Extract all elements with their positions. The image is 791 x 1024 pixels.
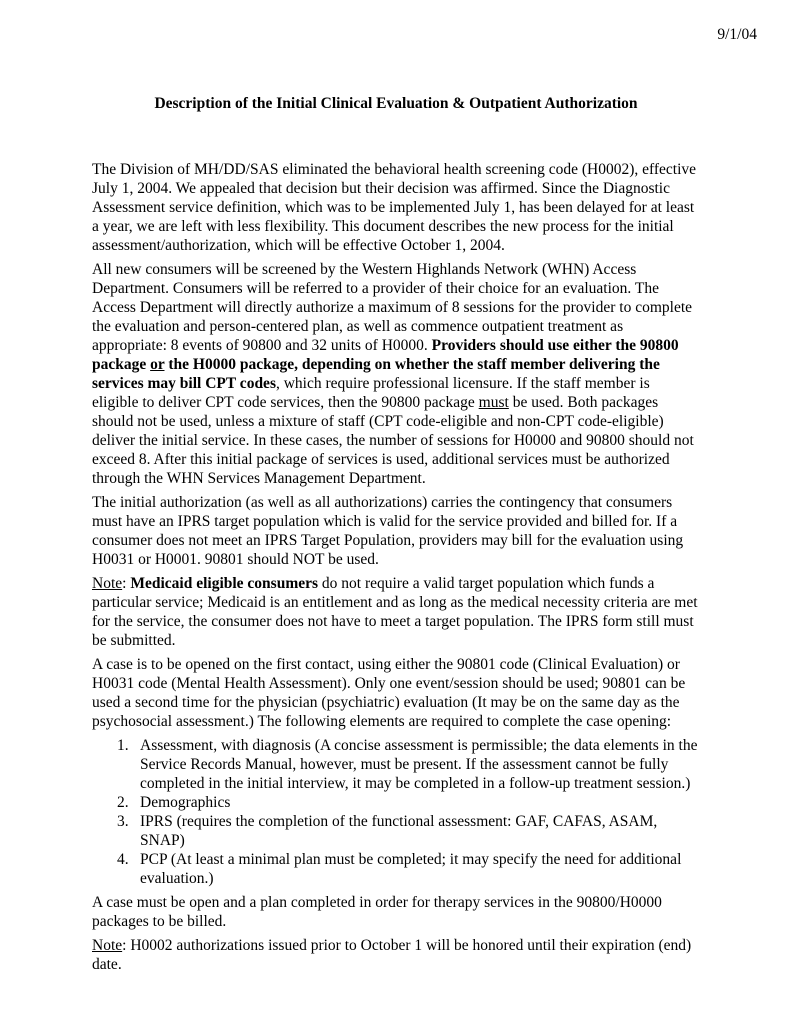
authorization-process-paragraph — [92, 260, 700, 488]
text-run: : — [122, 575, 131, 592]
document-body — [92, 160, 700, 974]
text-run: must — [478, 394, 509, 411]
text-run: : H0002 authorizations issued prior to October 1 will be honored until their expiration (end) date. — [92, 937, 692, 973]
text-run: Medicaid eligible consumers — [130, 575, 319, 592]
text-run: A case must be open and a plan completed in order for therapy services in the 90800/H0000 packages to be billed. — [92, 894, 662, 930]
document-title: Description of the Initial Clinical Evaluation & Outpatient Authorization — [154, 95, 638, 112]
text-run: IPRS (requires the completion of the functional assessment: GAF, CAFAS, ASAM, SNAP) — [140, 813, 658, 849]
text-run: A case is to be opened on the first contact, using either the 90801 code (Clinical Evaluation) or H0031 code (Mental Health Assessment). Only one event/session should be used; 90801 can be used a second time for the physician (psychiatric) evaluation (It may be on the same day as the psychosocial assessment.) The following elements are required to complete the case opening: — [92, 656, 686, 730]
text-run: The Division of MH/DD/SAS eliminated the behavioral health screening code (H0002), effective July 1, 2004. We appealed that decision but their decision was affirmed. Since the Diagnostic Assessment service definition, which was to be implemented July 1, has been delayed for at least a year, we are left with less flexibility. This document describes the new process for the initial assessment/authorization, which will be effective October 1, 2004. — [92, 161, 697, 254]
intro-paragraph — [92, 160, 700, 255]
medicaid-note-paragraph — [92, 574, 700, 650]
text-run: Demographics — [140, 794, 231, 811]
text-run: The initial authorization (as well as all authorizations) carries the contingency that consumers must have an IPRS target population which is valid for the service provided and billed for. If a consumer does not meet an IPRS Target Population, providers may bill for the evaluation using H0031 or H0001. 90801 should NOT be used. — [92, 494, 684, 568]
list-item — [140, 793, 700, 812]
text-run: All new consumers will be screened by the Western Highlands Network (WHN) Access Department. Consumers will be referred to a provider of their choice for an evaluation. The Access Department will directly authorize a maximum of 8 sessions for the provider to complete the evaluation and person-centered plan, as well as commence outpatient treatment as appropriate: 8 events of 90800 and 32 units of H0000. — [92, 261, 693, 354]
h0002-note-paragraph — [92, 936, 700, 974]
list-item — [140, 812, 700, 850]
billing-requirement-paragraph — [92, 893, 700, 931]
iprs-contingency-paragraph — [92, 493, 700, 569]
text-run: Note — [92, 937, 123, 954]
text-run: Note — [92, 575, 123, 592]
text-run: Assessment, with diagnosis (A concise assessment is permissible; the data elements in the Service Records Manual, however, must be present. If the assessment cannot be fully completed in the initial interview, it may be completed in a follow-up treatment session.) — [140, 737, 698, 792]
case-opening-elements-list — [92, 736, 700, 888]
list-item — [140, 850, 700, 888]
text-run: , which require professional licensure. If the staff member is eligible to deliver CPT code services, then the 90800 package — [92, 375, 650, 411]
document-content — [92, 0, 700, 979]
text-run: do not require a valid target population which funds a particular service; Medicaid is an entitlement and as long as the medical necessity criteria are met for the service, the consumer does not have to meet a target population. The IPRS form still must be submitted. — [92, 575, 698, 649]
header-date: 9/1/04 — [717, 26, 757, 43]
list-item — [140, 736, 700, 793]
text-run: PCP (At least a minimal plan must be completed; it may specify the need for additional evaluation.) — [140, 851, 682, 887]
text-run: the H0000 package, depending on whether the staff member delivering the services may bill CPT codes — [92, 356, 660, 392]
text-run: or — [150, 356, 165, 373]
text-run: Providers should use either the 90800 package — [92, 337, 679, 373]
case-opening-paragraph — [92, 655, 700, 731]
text-run: be used. Both packages should not be used, unless a mixture of staff (CPT code-eligible and non-CPT code-eligible) deliver the initial service. In these cases, the number of sessions for H0000 and 90800 should not exceed 8. After this initial package of services is used, additional services must be authorized through the WHN Services Management Department. — [92, 394, 694, 487]
